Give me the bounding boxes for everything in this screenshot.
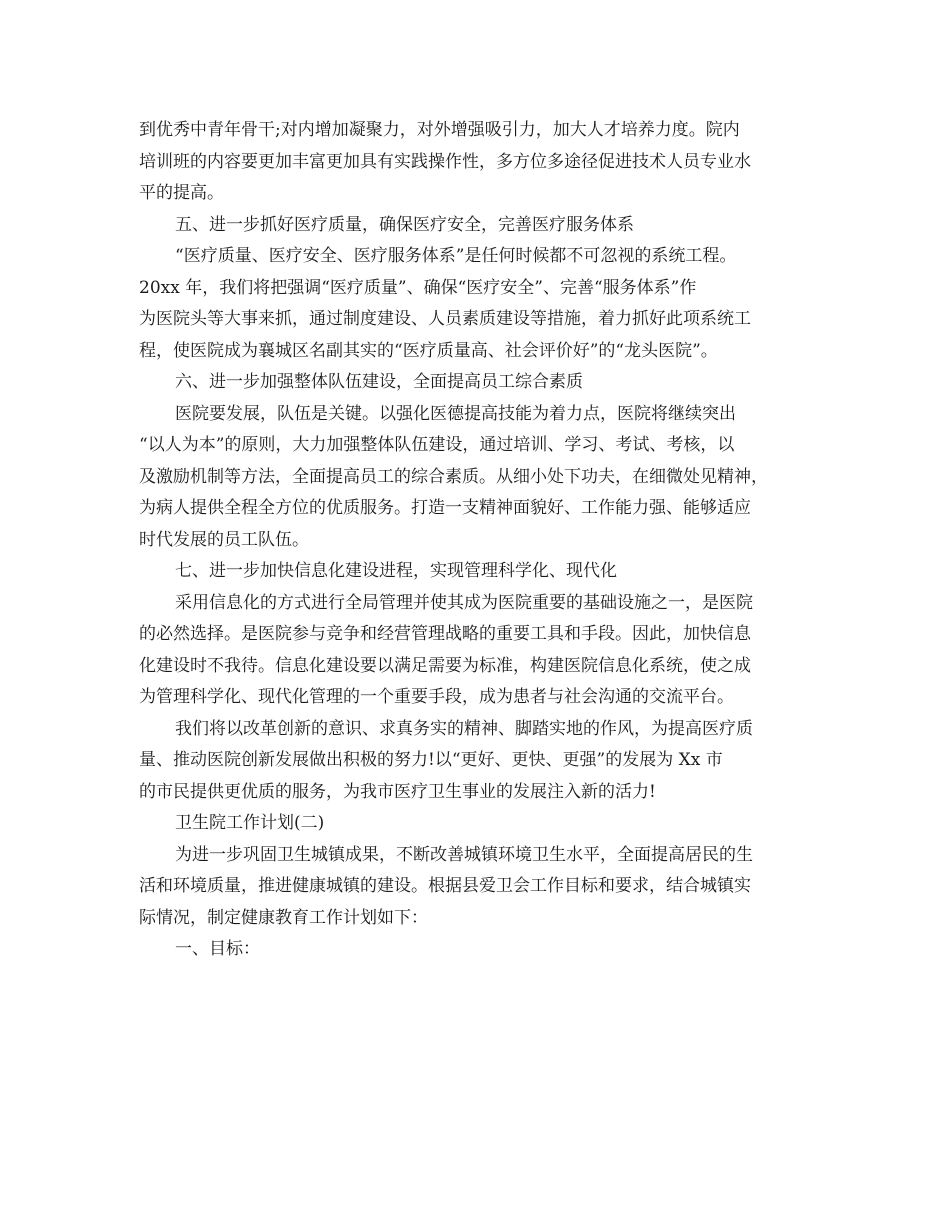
text-line: 量、推动医院创新发展做出积极的努力!以“更好、更快、更强”的发展为 Xx 市 — [139, 750, 723, 770]
text-line: 的必然选择。是医院参与竞争和经营管理战略的重要工具和手段。因此，加快信息 — [139, 624, 751, 644]
text-line: 卫生院工作计划(二) — [175, 813, 325, 833]
text-line: 培训班的内容要更加丰富更加具有实践操作性，多方位多途径促进技术人员专业水 — [139, 151, 751, 172]
text-line: 采用信息化的方式进行全局管理并使其成为医院重要的基础设施之一，是医院 — [175, 592, 753, 613]
text-line: 我们将以改革创新的意识、求真务实的精神、脚踏实地的作风，为提高医疗质 — [175, 718, 753, 739]
text-line: 程，使医院成为襄城区名副其实的“医疗质量高、社会评价好”的“龙头医院”。 — [139, 340, 718, 361]
document-body — [139, 115, 839, 966]
text-line: 六、进一步加强整体队伍建设，全面提高员工综合素质 — [175, 372, 583, 392]
text-line: 及激励机制等方法，全面提高员工的综合素质。从细小处下功夫，在细微处见精神， — [139, 466, 768, 487]
text-line: 一、目标： — [175, 939, 260, 959]
text-line: 平的提高。 — [139, 183, 224, 203]
text-line: 为进一步巩固卫生城镇成果，不断改善城镇环境卫生水平，全面提高居民的生 — [175, 844, 753, 865]
text-line: 活和环境质量，推进健康城镇的建设。根据县爱卫会工作目标和要求，结合城镇实 — [139, 876, 751, 896]
text-line: 际情况，制定健康教育工作计划如下： — [139, 907, 428, 928]
text-line: “医疗质量、医疗安全、医疗服务体系”是任何时候都不可忽视的系统工程。 — [175, 246, 737, 266]
text-line: 时代发展的员工队伍。 — [139, 529, 309, 550]
text-line: 五、进一步抓好医疗质量，确保医疗安全，完善医疗服务体系 — [175, 214, 634, 235]
text-line: 为病人提供全程全方位的优质服务。打造一支精神面貌好、工作能力强、能够适应 — [139, 498, 751, 518]
text-line: 七、进一步加快信息化建设进程，实现管理科学化、现代化 — [175, 561, 617, 581]
text-line: 20xx 年，我们将把强调“医疗质量”、确保“医疗安全”、完善“服务体系”作 — [139, 277, 697, 298]
text-line: 的市民提供更优质的服务，为我市医疗卫生事业的发展注入新的活力! — [139, 781, 656, 802]
text-line: “以人为本”的原则，大力加强整体队伍建设，通过培训、学习、考试、考核，以 — [139, 435, 735, 455]
text-line: 为管理科学化、现代化管理的一个重要手段，成为患者与社会沟通的交流平台。 — [139, 687, 734, 707]
text-line: 为医院头等大事来抓，通过制度建设、人员素质建设等措施，着力抓好此项系统工 — [139, 309, 751, 329]
text-line: 化建设时不我待。信息化建设要以满足需要为标准，构建医院信息化系统，使之成 — [139, 655, 751, 676]
text-line: 到优秀中青年骨干;对内增加凝聚力，对外增强吸引力，加大人才培养力度。院内 — [139, 120, 740, 140]
text-line: 医院要发展，队伍是关键。以强化医德提高技能为着力点，医院将继续突出 — [175, 403, 736, 424]
